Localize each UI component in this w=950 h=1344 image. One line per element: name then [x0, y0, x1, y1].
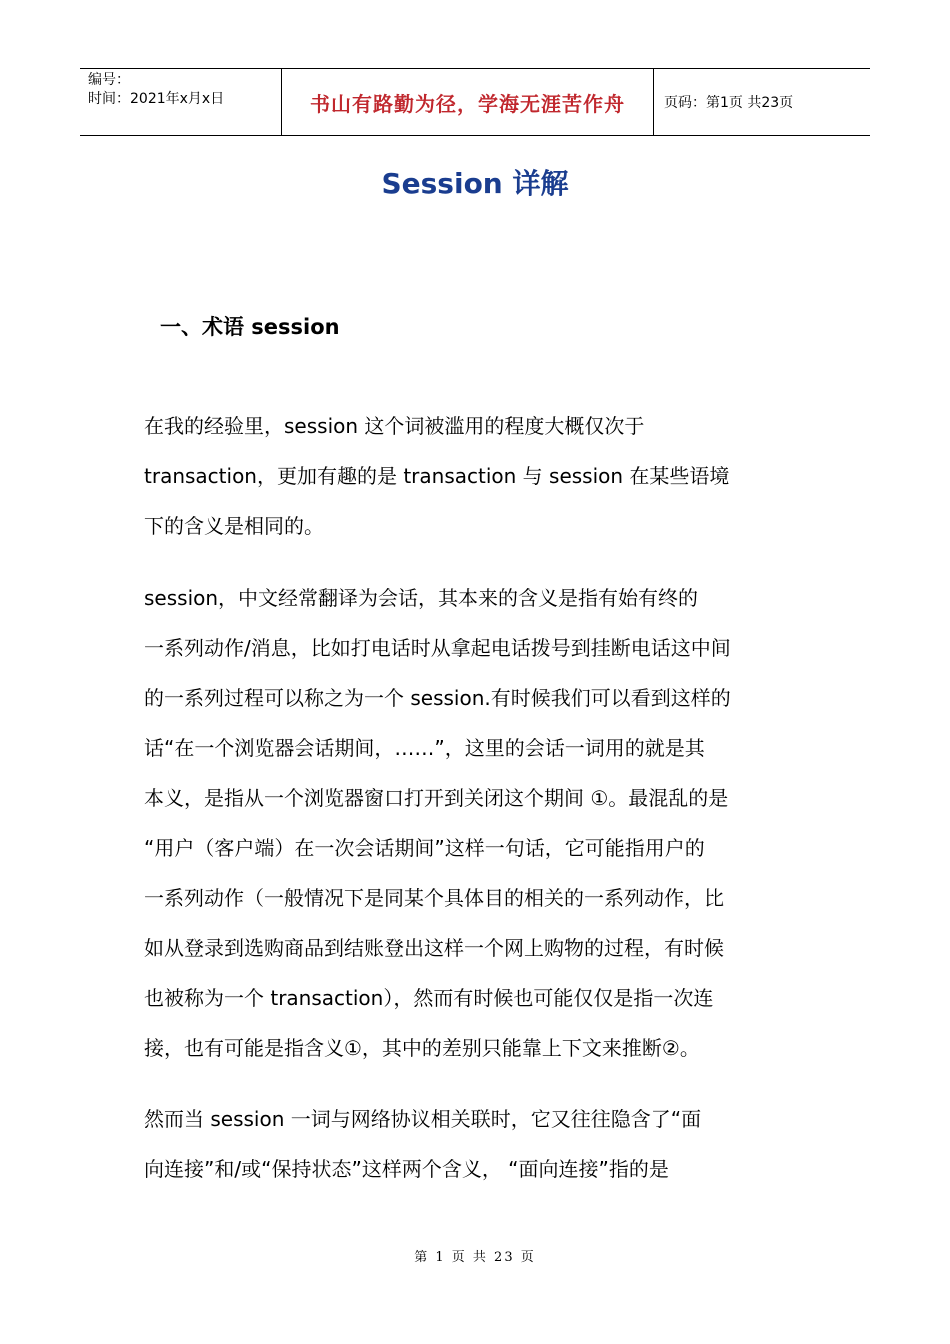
paragraph-line: 本义，是指从一个浏览器窗口打开到关闭这个期间 ①。最混乱的是	[144, 786, 729, 810]
paragraph-line: 也被称为一个 transaction），然而有时候也可能仅仅是指一次连	[144, 986, 714, 1010]
document-date-label: 时间：2021年x月x日	[88, 91, 225, 107]
header-left-cell	[80, 69, 282, 135]
paragraph-line: 在我的经验里，session 这个词被滥用的程度大概仅次于	[144, 414, 645, 438]
page-footer: 第 1 页 共 23 页	[414, 1250, 536, 1265]
document-number-label: 编号：	[88, 72, 130, 88]
header-page-info: 页码：第1页 共23页	[664, 95, 794, 111]
header-middle-cell	[282, 69, 654, 135]
paragraph-line: 一系列动作（一般情况下是同某个具体目的相关的一系列动作，比	[144, 886, 724, 910]
paragraph-line: 下的含义是相同的。	[144, 514, 324, 538]
header-table	[80, 68, 870, 136]
paragraph-line: 如从登录到选购商品到结账登出这样一个网上购物的过程，有时候	[144, 936, 724, 960]
paragraph-line: transaction，更加有趣的是 transaction 与 session 在某些语境	[144, 464, 730, 488]
paragraph-line: session，中文经常翻译为会话，其本来的含义是指有始有终的	[144, 586, 699, 610]
paragraph-line: “用户（客户端）在一次会话期间”这样一句话，它可能指用户的	[144, 836, 705, 860]
paragraph-line: 话“在一个浏览器会话期间，……”，这里的会话一词用的就是其	[144, 736, 705, 760]
document-title: Session 详解	[381, 167, 569, 200]
paragraph-line: 一系列动作/消息，比如打电话时从拿起电话拨号到挂断电话这中间	[144, 636, 731, 660]
header-right-cell	[654, 69, 870, 135]
paragraph-line: 接，也有可能是指含义①，其中的差别只能靠上下文来推断②。	[144, 1036, 700, 1060]
section-heading: 一、术语 session	[160, 315, 340, 339]
paragraph-line: 的一系列过程可以称之为一个 session.有时候我们可以看到这样的	[144, 686, 731, 710]
header-motto: 书山有路勤为径，学海无涯苦作舟	[310, 91, 625, 116]
paragraph-line: 向连接”和/或“保持状态”这样两个含义， “面向连接”指的是	[144, 1157, 669, 1181]
paragraph-line: 然而当 session 一词与网络协议相关联时，它又往往隐含了“面	[144, 1107, 702, 1131]
